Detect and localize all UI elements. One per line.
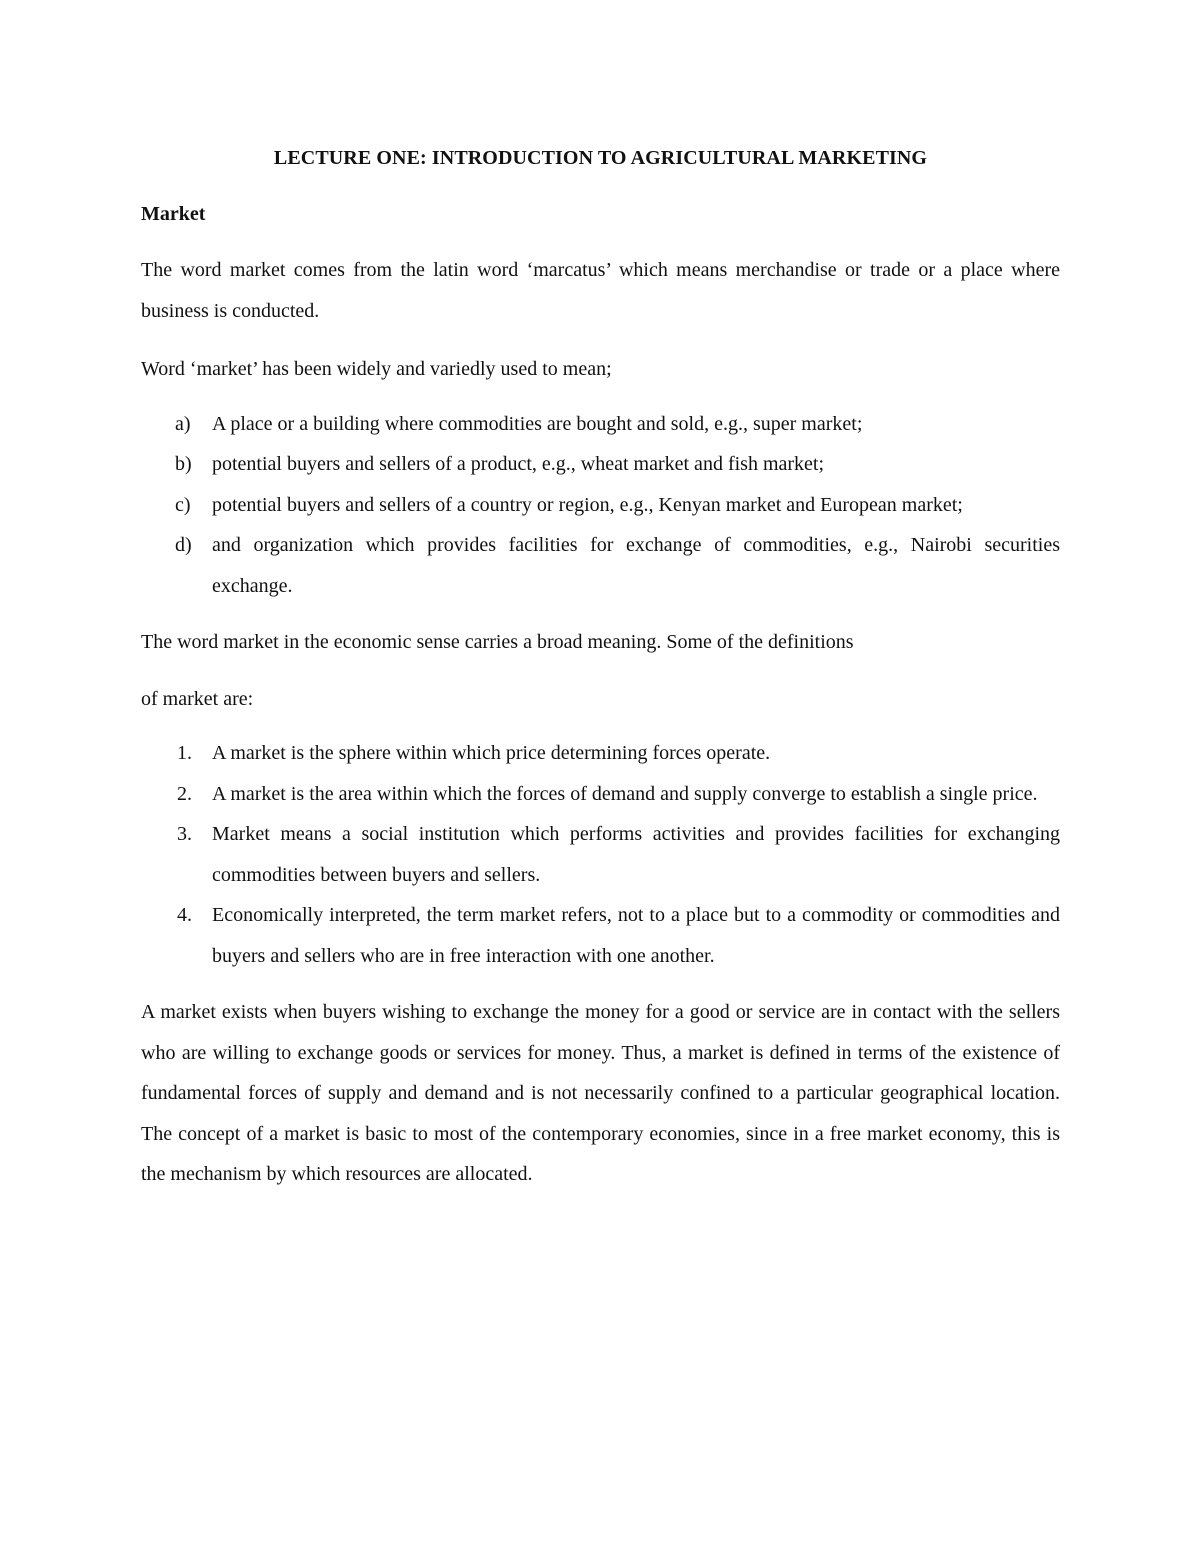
paragraph-economic-sense-line2: of market are: xyxy=(141,687,254,710)
paragraph-usage-intro: Word ‘market’ has been widely and variedly used to mean; xyxy=(141,358,612,380)
definitions-list xyxy=(141,733,1060,976)
document-body xyxy=(141,140,1060,1195)
list-item-text: A market is the area within which the forces of demand and supply converge to establish a single price. xyxy=(212,782,1038,805)
list-marker: 1. xyxy=(177,742,192,764)
list-marker: a) xyxy=(175,412,191,435)
usage-list xyxy=(141,404,1060,607)
list-item xyxy=(141,895,1060,976)
list-marker: b) xyxy=(175,453,192,475)
list-item xyxy=(141,485,1060,526)
list-item xyxy=(141,404,1060,445)
list-item xyxy=(141,444,1060,485)
list-marker: d) xyxy=(175,534,192,556)
section-heading-market: Market xyxy=(141,203,206,225)
paragraph-word-origin: The word market comes from the latin word ‘marcatus’ which means merchandise or trade or a place where business is conducted. xyxy=(141,259,1060,322)
list-item xyxy=(141,733,1060,774)
list-marker: 4. xyxy=(177,904,192,926)
list-item-text: and organization which provides facilities for exchange of commodities, e.g., Nairobi securities exchange. xyxy=(212,534,1060,597)
list-marker: 2. xyxy=(177,782,192,805)
paragraph-economic-sense-line1: The word market in the economic sense carries a broad meaning. Some of the definitions xyxy=(141,631,854,653)
paragraph-market-exists: A market exists when buyers wishing to exchange the money for a good or service are in contact with the sellers who are willing to exchange goods or services for money. Thus, a market is defined in terms of the existence of fundamental forces of supply and demand and is not necessarily confined to a particular geographical location. The concept of a market is basic to most of the contemporary economies, since in a free market economy, this is the mechanism by which resources are allocated. xyxy=(141,1001,1060,1185)
document-title: LECTURE ONE: INTRODUCTION TO AGRICULTURAL MARKETING xyxy=(273,147,928,169)
list-item xyxy=(141,774,1060,815)
list-item-text: Economically interpreted, the term market refers, not to a place but to a commodity or commodities and buyers and sellers who are in free interaction with one another. xyxy=(212,904,1060,967)
list-item-text: A place or a building where commodities are bought and sold, e.g., super market; xyxy=(212,412,863,435)
list-item-text: A market is the sphere within which price determining forces operate. xyxy=(212,742,771,764)
list-item-text: potential buyers and sellers of a product, e.g., wheat market and fish market; xyxy=(212,453,825,475)
list-item-text: Market means a social institution which performs activities and provides facilities for exchanging commodities between buyers and sellers. xyxy=(212,823,1060,886)
list-item xyxy=(141,525,1060,606)
list-marker: 3. xyxy=(177,823,192,845)
list-item xyxy=(141,814,1060,895)
list-marker: c) xyxy=(175,493,191,516)
list-item-text: potential buyers and sellers of a country or region, e.g., Kenyan market and European market; xyxy=(212,493,963,516)
